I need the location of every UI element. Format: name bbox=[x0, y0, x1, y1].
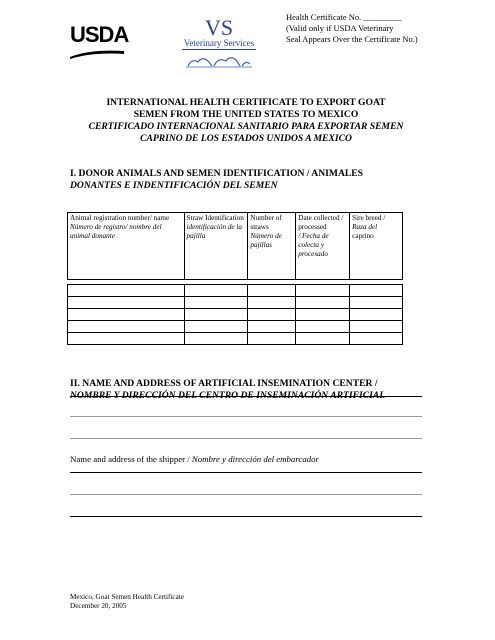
cert-validity-line: (Valid only if USDA Veterinary bbox=[286, 23, 394, 33]
col3-en: Number of straws bbox=[250, 214, 282, 231]
health-certificate-number-block bbox=[286, 12, 461, 45]
shipper-line-2[interactable] bbox=[70, 494, 422, 495]
document-title bbox=[60, 97, 432, 145]
shipper-label bbox=[70, 454, 430, 465]
usda-logo-text: USDA bbox=[70, 22, 129, 47]
footer-date: December 20, 2005 bbox=[70, 602, 127, 610]
section-2-en: II. NAME AND ADDRESS OF ARTIFICIAL INSEMINATION CENTER / bbox=[70, 378, 378, 389]
title-en-line1: INTERNATIONAL HEALTH CERTIFICATE TO EXPORT GOAT bbox=[106, 97, 386, 108]
table-header-row bbox=[68, 213, 403, 280]
col-header-sire-breed bbox=[350, 213, 403, 280]
cert-validity-line-2: Seal Appears Over the Certificate No.) bbox=[286, 34, 418, 44]
usda-logo bbox=[70, 24, 128, 70]
title-es-line1: CERTIFICADO INTERNACIONAL SANITARIO PARA EXPORTAR SEMEN bbox=[88, 121, 404, 132]
ai-center-line-1[interactable] bbox=[70, 396, 422, 397]
col-header-registration bbox=[68, 213, 185, 280]
donor-animals-table bbox=[67, 212, 403, 345]
section-2-es: NOMBRE Y DIRECCIÓN DEL CENTRO DE INSEMINACIÓN ARTIFICIAL bbox=[70, 390, 386, 401]
section-1-es: DONANTES E INDENTIFICACIÓN DEL SEMEN bbox=[70, 180, 278, 191]
page-footer bbox=[70, 593, 290, 611]
table-row[interactable] bbox=[68, 333, 403, 345]
ai-center-line-3[interactable] bbox=[70, 438, 422, 439]
col1-en: Animal registration number/ name bbox=[70, 214, 170, 222]
ai-center-line-2[interactable] bbox=[70, 416, 422, 417]
col1-es: Número de registro/ nombre del animal donante bbox=[70, 223, 162, 240]
shipper-line-1[interactable] bbox=[70, 472, 422, 473]
table-row[interactable] bbox=[68, 321, 403, 333]
col4-en: Date collected / processed bbox=[298, 214, 344, 231]
usda-swoosh-icon bbox=[70, 47, 124, 59]
title-en-line2: SEMEN FROM THE UNITED STATES TO MEXICO bbox=[133, 109, 359, 120]
vs-logo-text: Veterinary Services bbox=[183, 38, 255, 48]
col-header-date-collected bbox=[296, 213, 350, 280]
section-1-heading bbox=[70, 168, 430, 192]
table-row[interactable] bbox=[68, 285, 403, 297]
veterinary-services-logo bbox=[178, 15, 260, 76]
table-row[interactable] bbox=[68, 309, 403, 321]
vs-logo-mark: VS bbox=[204, 15, 234, 40]
section-1-en: I. DONOR ANIMALS AND SEMEN IDENTIFICATION / ANIMALES bbox=[70, 168, 364, 179]
table-row[interactable] bbox=[68, 297, 403, 309]
footer-line-1: Mexico, Goat Semen Health Certificate bbox=[70, 593, 184, 601]
shipper-label-en: Name and address of the shipper / bbox=[70, 454, 190, 464]
section-2-heading bbox=[70, 378, 430, 402]
col5-en: Sire breed / bbox=[352, 214, 386, 222]
col5-extra: caprino bbox=[352, 232, 374, 240]
shipper-line-3[interactable] bbox=[70, 516, 422, 517]
col2-en: Straw Identification bbox=[186, 214, 244, 222]
col-header-straw-id bbox=[184, 213, 248, 280]
col2-es: identificación de la pajilla bbox=[186, 223, 243, 240]
col-header-number-of-straws bbox=[248, 213, 296, 280]
title-es-line2: CAPRINO DE LOS ESTADOS UNIDOS A MEXICO bbox=[140, 133, 352, 144]
col4-es: / Fecha de colecta y procesado bbox=[298, 232, 329, 258]
col5-es: Raza del bbox=[352, 223, 378, 231]
col3-es: Número de pajillas bbox=[250, 232, 282, 249]
shipper-label-es: Nombre y dirección del embarcador bbox=[191, 454, 319, 464]
cert-no-line: Health Certificate No. _________ bbox=[286, 12, 402, 22]
livestock-icon bbox=[184, 52, 254, 70]
